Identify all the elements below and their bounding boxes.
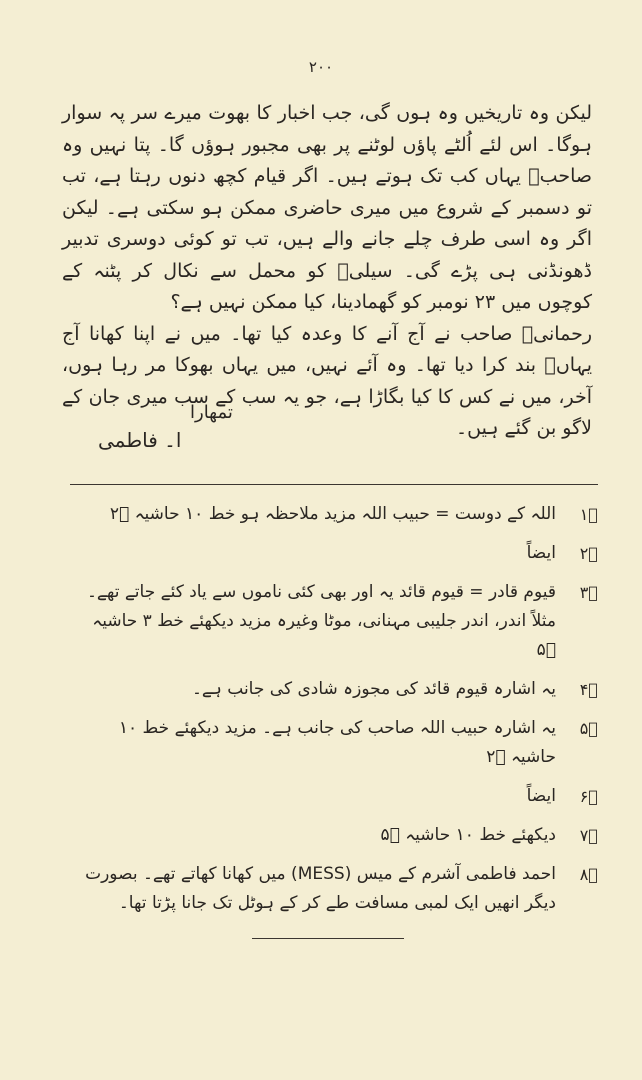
footnote-text: ایضاً (526, 543, 556, 563)
footnote-item (70, 782, 598, 811)
footnote-text: ایضاً (526, 786, 556, 806)
footnote-number: ۱ؒ (579, 505, 598, 524)
footnote-number: ۴ؒ (579, 680, 598, 699)
footnote-item (70, 675, 598, 704)
footnote-number: ۸ؒ (579, 865, 598, 884)
footnote-text: یہ اشارہ حبیب اللہ صاحب کی جانب ہے۔ مزید دیکھئے خط ۱۰ حاشیہ ۲ؒ (118, 718, 556, 767)
footnote-item (70, 714, 598, 772)
footnote-text: اللہ کے دوست = حبیب اللہ مزید ملاحظہ ہو خط ۱۰ حاشیہ ۲ؒ (109, 504, 556, 524)
page-number: ۲۰۰ (308, 58, 334, 76)
footnote-number: ۳ؒ (579, 583, 598, 602)
footnote-item (70, 578, 598, 665)
footnote-text: قیوم قادر = قیوم قائد یہ اور بھی کئی ناموں سے یاد کئے جاتے تھے۔ مثلاً اندر، اندر جلیبی مہنانی، موٹا وغیرہ مزید دیکھئے خط ۳ حاشیہ ۵ؒ (86, 582, 556, 660)
footnote-text: یہ اشارہ قیوم قائد کی مجوزہ شادی کی جانب ہے۔ (191, 679, 556, 699)
footnote-text: دیکھئے خط ۱۰ حاشیہ ۵ؒ (380, 825, 556, 845)
footnote-number: ۶ؒ (579, 787, 598, 806)
footnote-number: ۲ؒ (579, 544, 598, 563)
footnote-divider (70, 484, 598, 485)
footnote-item (70, 500, 598, 529)
footnote-item (70, 860, 598, 918)
letter-paragraph: رحمانیؒ صاحب نے آج آنے کا وعدہ کیا تھا۔ میں نے اپنا کھانا آج یہاںؒ بند کرا دیا تھا۔ وہ آئے نہیں، میں یہاں بھوکا مر رہا ہوں، آخر، میں نے کس کا کیا بگاڑا ہے، جو یہ سب کے سب میری جان کے لاگو بن گئے ہیں۔ (62, 322, 592, 439)
letter-signature: ا۔ فاطمی (98, 428, 182, 452)
footnote-item (70, 821, 598, 850)
footnote-number: ۷ؒ (579, 826, 598, 845)
footnotes-list (70, 500, 598, 928)
footnote-text: احمد فاطمی آشرم کے میس (MESS) میں کھانا کھاتے تھے۔ بصورت دیگر انھیں ایک لمبی مسافت طے کر کے ہوٹل تک جانا پڑتا تھا۔ (85, 864, 556, 913)
letter-paragraph: لیکن وہ تاریخیں وہ ہوں گی، جب اخبار کا بھوت میرے سر پہ سوار ہوگا۔ اس لئے اُلٹے پاؤں لوٹنے پر بھی مجبور ہوؤں گا۔ پتا نہیں وہ صاحبؒ یہاں کب تک ہوتے ہیں۔ اگر قیام کچھ دنوں رہتا ہے، تب تو دسمبر کے شروع میں میری حاضری ممکن ہو سکتی ہے۔ لیکن اگر وہ اسی طرف چلے جانے والے ہیں، تب تو کوئی دوسری تدبیر ڈھونڈنی ہی پڑے گی۔ سیلیؒ کو محمل سے نکال کر پٹنہ کے کوچوں میں ۲۳ نومبر کو گھمادینا، کیا ممکن نہیں ہے؟ (62, 102, 592, 313)
end-divider (252, 938, 404, 939)
letter-body (62, 98, 592, 445)
footnote-number: ۵ؒ (579, 719, 598, 738)
letter-closing: تمھارا (190, 402, 233, 423)
footnote-item (70, 539, 598, 568)
